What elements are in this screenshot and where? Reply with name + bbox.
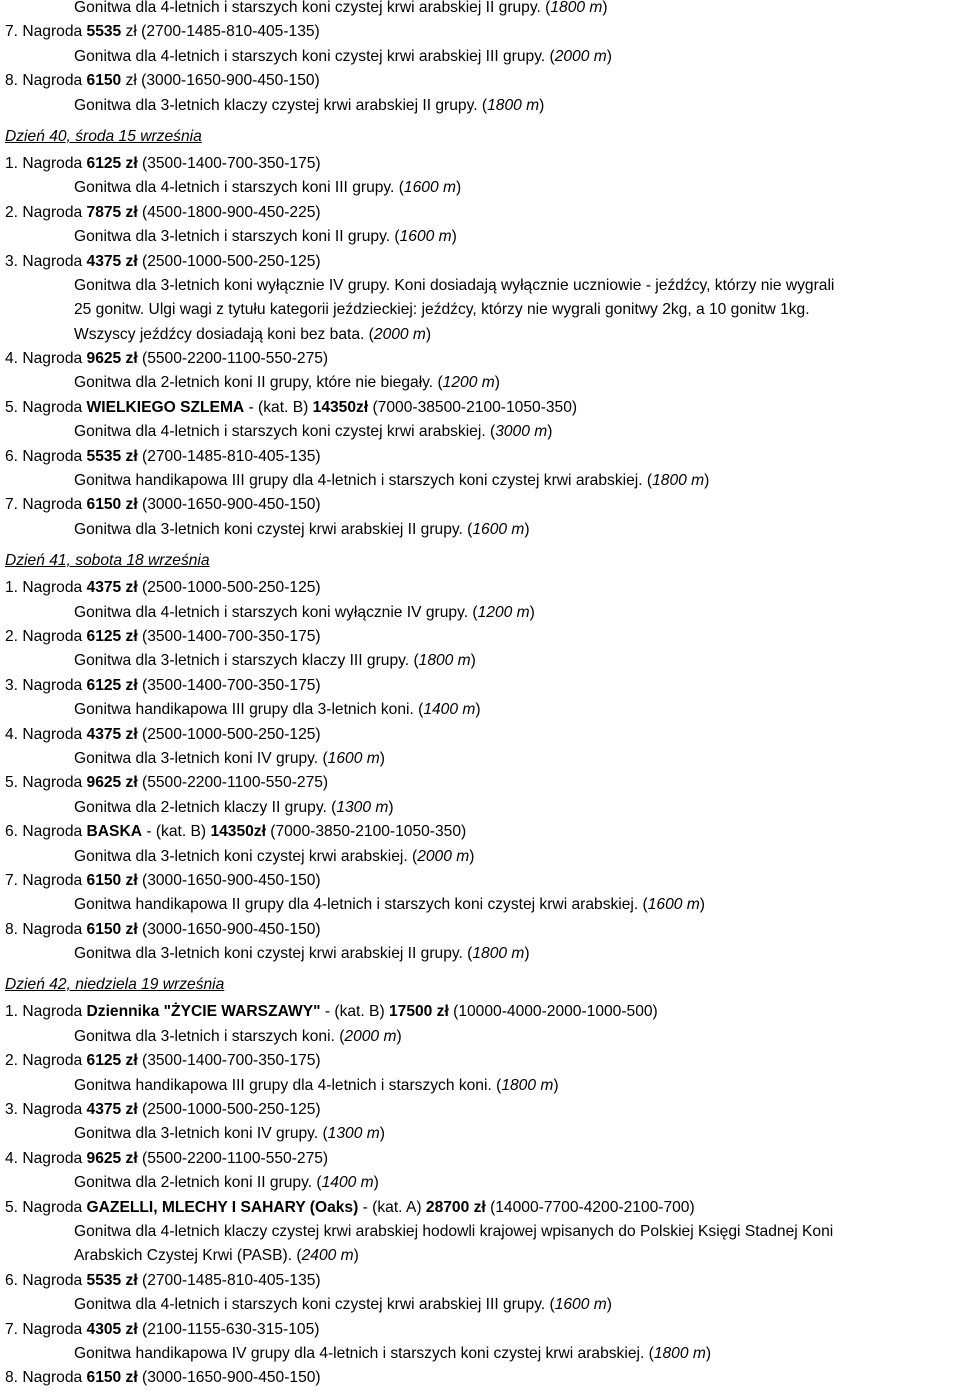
prize-name: 9625 zł [86, 1149, 138, 1167]
description-text [74, 1028, 402, 1045]
description-text [74, 1345, 711, 1362]
prize-breakdown: (3500-1400-700-350-175) [137, 676, 321, 694]
description-row-text: Gonitwa dla 3-letnich i starszych koni II grupy. ( [74, 228, 400, 246]
race-distance: 2000 m [373, 325, 426, 343]
prize-amount: 28700 zł [425, 1198, 486, 1216]
race-distance: 2000 m [417, 847, 470, 865]
prize-name: 6150 zł [86, 496, 138, 514]
prize-suffix: - (kat. B) [320, 1003, 389, 1021]
description-text [74, 423, 552, 440]
race-description [5, 1293, 960, 1317]
race-distance: 1300 m [327, 1125, 380, 1143]
race-prize-line [5, 771, 960, 795]
description-row-text: Arabskich Czystej Krwi (PASB). ( [74, 1247, 302, 1265]
race-number: 2. [5, 627, 19, 645]
prize-amount: 14350zł [312, 398, 369, 416]
race-number: 5. [5, 1198, 19, 1216]
description-row-text: Wszyscy jeźdźcy dosiadają koni bez bata. ( [74, 325, 374, 343]
prize-label: Nagroda [22, 676, 83, 694]
description-row-text: Gonitwa handikapowa II grupy dla 4-letnich i starszych koni czystej krwi arabskiej. ( [74, 896, 648, 914]
race-description [5, 845, 960, 869]
race-description [5, 45, 960, 69]
prize-label: Nagroda [22, 1369, 83, 1387]
race-prize-line [5, 1049, 960, 1073]
prize-label: Nagroda [22, 72, 83, 90]
race-distance: 2000 m [344, 1027, 397, 1045]
race-description [5, 0, 960, 20]
description-text [74, 848, 474, 865]
prize-label: Nagroda [22, 871, 83, 889]
description-text [74, 228, 457, 245]
description-text [74, 323, 960, 347]
closing-paren: ) [606, 1296, 612, 1314]
race-number: 1. [5, 154, 19, 172]
closing-paren: ) [396, 1027, 402, 1045]
prize-breakdown: (7000-38500-2100-1050-350) [368, 398, 578, 416]
prize-name: 4375 zł [86, 725, 138, 743]
prize-name: 4375 zł [86, 579, 138, 597]
closing-paren: ) [606, 47, 612, 65]
closing-paren: ) [455, 179, 462, 197]
closing-paren: ) [388, 798, 394, 816]
race-distance: 1200 m [477, 603, 530, 621]
race-distance: 1800 m [501, 1076, 554, 1094]
prize-label: Nagroda [22, 496, 83, 514]
description-text [74, 521, 530, 538]
race-prize-line [5, 152, 960, 176]
prize-name: GAZELLI, MLECHY I SAHARY (Oaks) [86, 1198, 359, 1216]
prize-name: 4375 zł [86, 1101, 138, 1119]
prize-name: 4375 zł [86, 252, 138, 270]
race-number: 8. [5, 72, 19, 90]
race-distance: 2400 m [301, 1247, 354, 1265]
race-distance: 1800 m [418, 652, 471, 670]
race-number: 4. [5, 725, 19, 743]
prize-name: 5535 zł [86, 447, 138, 465]
description-row-text: Gonitwa dla 3-letnich koni wyłącznie IV grupy. Koni dosiadają wyłącznie uczniowie - jeźdźcy, którzy nie wygrali [74, 276, 835, 294]
race-description [5, 1074, 960, 1098]
description-text [74, 48, 612, 65]
prize-breakdown: (2500-1000-500-250-125) [137, 725, 321, 743]
race-description [5, 649, 960, 673]
description-row-text: Gonitwa dla 2-letnich koni II grupy, które nie biegały. ( [74, 374, 443, 392]
race-description [5, 1122, 960, 1146]
description-row-text: 25 gonitw. Ulgi wagi z tytułu kategorii jeździeckiej: jeźdźcy, którzy nie wygrali gonitwy 2kg, a 10 gonitw 1kg. [74, 301, 810, 319]
prize-name: 5535 [86, 23, 122, 41]
prize-breakdown: (5500-2200-1100-550-275) [137, 1149, 329, 1167]
closing-paren: ) [353, 1247, 359, 1265]
prize-label: Nagroda [22, 447, 83, 465]
prize-name: 5535 zł [86, 1271, 138, 1289]
race-prize-line [5, 674, 960, 698]
prize-name: 6150 zł [86, 1369, 138, 1387]
prize-label: Nagroda [22, 725, 83, 743]
closing-paren: ) [494, 374, 500, 392]
description-text [74, 179, 461, 196]
prize-label: Nagroda [22, 774, 83, 792]
prize-suffix: - (kat. B) [141, 823, 211, 841]
race-description [5, 1220, 960, 1269]
race-number: 7. [5, 496, 19, 514]
description-row-text: Gonitwa handikapowa III grupy dla 4-letnich i starszych koni czystej krwi arabskiej. ( [74, 472, 653, 490]
prize-breakdown: (2700-1485-810-405-135) [137, 1271, 321, 1289]
race-prize-line [5, 493, 960, 517]
race-description [5, 698, 960, 722]
prize-name: 4305 zł [86, 1320, 138, 1338]
prize-breakdown: (2700-1485-810-405-135) [137, 447, 321, 465]
race-prize-line [5, 576, 960, 600]
race-number: 6. [5, 447, 19, 465]
closing-paren: ) [704, 472, 710, 490]
description-text [74, 604, 535, 621]
day-heading: Dzień 41, sobota 18 września [5, 552, 210, 570]
race-description [5, 274, 960, 347]
prize-breakdown: (3000-1650-900-450-150) [136, 72, 320, 90]
race-number: 2. [5, 203, 19, 221]
race-prize-line [5, 820, 960, 844]
race-description [5, 747, 960, 771]
prize-label: Nagroda [22, 1149, 83, 1167]
prize-breakdown: (2700-1485-810-405-135) [136, 23, 320, 41]
description-text [74, 945, 530, 962]
race-distance: 1600 m [399, 228, 452, 246]
race-prize-line [5, 918, 960, 942]
closing-paren: ) [699, 896, 705, 914]
prize-name: WIELKIEGO SZLEMA [86, 398, 245, 416]
race-prize-line [5, 445, 960, 469]
race-prize-line [5, 1000, 960, 1024]
race-distance: 1800 m [472, 945, 525, 963]
prize-name: 6150 zł [86, 871, 138, 889]
closing-paren: ) [539, 96, 545, 114]
description-text [74, 1296, 612, 1313]
prize-name: 6125 zł [86, 154, 138, 172]
description-text [74, 652, 476, 669]
prize-breakdown: (3000-1650-900-450-150) [137, 496, 321, 514]
description-text [74, 1244, 960, 1268]
race-number: 3. [5, 676, 19, 694]
prize-name: 6125 zł [86, 676, 138, 694]
description-row-text: Gonitwa dla 2-letnich koni II grupy. ( [74, 1174, 322, 1192]
race-distance: 1300 m [336, 798, 389, 816]
closing-paren: ) [475, 701, 481, 719]
prize-label: Nagroda [22, 203, 83, 221]
description-text [74, 298, 960, 322]
race-prize-line [5, 20, 960, 44]
race-prize-line [5, 1269, 960, 1293]
prize-label: Nagroda [22, 627, 83, 645]
closing-paren: ) [524, 945, 530, 963]
description-row-text: Gonitwa dla 4-letnich i starszych koni czystej krwi arabskiej III grupy. ( [74, 47, 555, 65]
description-text [74, 0, 608, 16]
prize-name: 7875 zł [86, 203, 138, 221]
race-prize-line [5, 250, 960, 274]
prize-label: Nagroda [22, 398, 83, 416]
prize-label: Nagroda [22, 350, 83, 368]
prize-name: 6150 [86, 72, 122, 90]
prize-breakdown: (3500-1400-700-350-175) [137, 627, 321, 645]
description-row-text: Gonitwa dla 4-letnich i starszych koni III grupy. ( [74, 179, 404, 197]
closing-paren: ) [705, 1344, 712, 1362]
race-prize-line [5, 1098, 960, 1122]
description-text [74, 896, 705, 913]
race-number: 1. [5, 1003, 19, 1021]
race-number: 8. [5, 920, 19, 938]
description-text [74, 97, 544, 114]
race-number: 5. [5, 398, 19, 416]
closing-paren: ) [469, 847, 475, 865]
prize-name: 9625 zł [86, 774, 138, 792]
prize-amount: 14350zł [210, 823, 266, 841]
race-description [5, 176, 960, 200]
closing-paren: ) [451, 228, 457, 246]
description-row-text: Gonitwa dla 2-letnich klaczy II grupy. ( [74, 798, 337, 816]
prize-name: 6150 zł [86, 920, 138, 938]
race-schedule-document [5, 0, 960, 1391]
description-text [74, 750, 385, 767]
race-description [5, 469, 960, 493]
race-distance: 1800 m [550, 0, 603, 16]
description-row-text: Gonitwa dla 4-letnich i starszych koni czystej krwi arabskiej III grupy. ( [74, 1296, 555, 1314]
description-text [74, 701, 481, 718]
prize-label: Nagroda [22, 1198, 83, 1216]
race-number: 1. [5, 579, 19, 597]
race-prize-line [5, 1196, 960, 1220]
race-distance: 1200 m [442, 374, 495, 392]
description-row-text: Gonitwa dla 3-letnich koni czystej krwi arabskiej. ( [74, 847, 418, 865]
prize-breakdown: (4500-1800-900-450-225) [137, 203, 321, 221]
prize-suffix: - (kat. A) [358, 1198, 426, 1216]
prize-label: Nagroda [22, 154, 83, 172]
race-number: 4. [5, 1149, 19, 1167]
closing-paren: ) [553, 1076, 559, 1094]
description-row-text: Gonitwa dla 3-letnich koni czystej krwi arabskiej II grupy. ( [74, 945, 473, 963]
description-row-text: Gonitwa dla 3-letnich koni czystej krwi arabskiej II grupy. ( [74, 520, 473, 538]
race-description [5, 1025, 960, 1049]
prize-suffix: zł [121, 23, 137, 41]
description-row-text: Gonitwa dla 4-letnich klaczy czystej krwi arabskiej hodowli krajowej wpisanych do Polskiej Księgi Stadnej Koni [74, 1222, 834, 1240]
race-description [5, 371, 960, 395]
prize-breakdown: (3000-1650-900-450-150) [137, 871, 321, 889]
race-description [5, 1342, 960, 1366]
prize-amount: 17500 zł [388, 1003, 449, 1021]
prize-label: Nagroda [22, 1003, 83, 1021]
day-heading: Dzień 42, niedziela 19 września [5, 976, 225, 994]
prize-name: Dziennika "ŻYCIE WARSZAWY" [86, 1003, 321, 1021]
race-description [5, 601, 960, 625]
race-number: 7. [5, 23, 19, 41]
race-number: 6. [5, 1271, 19, 1289]
race-distance: 1600 m [403, 179, 456, 197]
race-prize-line [5, 347, 960, 371]
race-number: 5. [5, 774, 19, 792]
closing-paren: ) [547, 423, 553, 441]
description-text [74, 374, 500, 391]
race-number: 7. [5, 1320, 19, 1338]
closing-paren: ) [379, 749, 385, 767]
prize-name: 9625 zł [86, 350, 138, 368]
race-distance: 1600 m [554, 1296, 607, 1314]
description-text [74, 1125, 385, 1142]
closing-paren: ) [470, 652, 476, 670]
race-distance: 3000 m [495, 423, 548, 441]
race-number: 3. [5, 1101, 19, 1119]
race-prize-line [5, 869, 960, 893]
prize-breakdown: (10000-4000-2000-1000-500) [448, 1003, 658, 1021]
race-description [5, 1171, 960, 1195]
prize-label: Nagroda [22, 1101, 83, 1119]
description-row-text: Gonitwa dla 3-letnich i starszych klaczy III grupy. ( [74, 652, 419, 670]
prize-label: Nagroda [22, 920, 83, 938]
closing-paren: ) [373, 1174, 379, 1192]
description-row-text: Gonitwa dla 4-letnich i starszych koni wyłącznie IV grupy. ( [74, 603, 478, 621]
prize-breakdown: (3500-1400-700-350-175) [137, 1052, 321, 1070]
prize-breakdown: (5500-2200-1100-550-275) [137, 774, 329, 792]
prize-label: Nagroda [22, 23, 83, 41]
prize-breakdown: (14000-7700-4200-2100-700) [485, 1198, 695, 1216]
description-text [74, 1174, 379, 1191]
race-distance: 1400 m [423, 701, 476, 719]
description-text [74, 472, 709, 489]
race-description [5, 518, 960, 542]
race-distance: 1600 m [327, 749, 380, 767]
race-number: 3. [5, 252, 19, 270]
closing-paren: ) [425, 325, 432, 343]
description-text [74, 1077, 559, 1094]
description-text [74, 274, 960, 298]
prize-breakdown: (2500-1000-500-250-125) [137, 252, 321, 270]
prize-breakdown: (2500-1000-500-250-125) [137, 579, 321, 597]
race-distance: 1800 m [487, 96, 540, 114]
closing-paren: ) [529, 603, 535, 621]
race-prize-line [5, 69, 960, 93]
description-row-text: Gonitwa dla 3-letnich koni IV grupy. ( [74, 1125, 328, 1143]
closing-paren: ) [524, 520, 530, 538]
prize-label: Nagroda [22, 1052, 83, 1070]
race-distance: 1600 m [647, 896, 700, 914]
description-row-text: Gonitwa dla 3-letnich koni IV grupy. ( [74, 749, 328, 767]
prize-breakdown: (2100-1155-630-315-105) [137, 1320, 320, 1338]
race-description [5, 942, 960, 966]
prize-breakdown: (3000-1650-900-450-150) [137, 1369, 321, 1387]
race-description [5, 893, 960, 917]
description-row-text: Gonitwa handikapowa IV grupy dla 4-letnich i starszych koni czystej krwi arabskiej. ( [74, 1344, 654, 1362]
race-number: 4. [5, 350, 19, 368]
description-row-text: Gonitwa dla 3-letnich klaczy czystej krwi arabskiej II grupy. ( [74, 96, 488, 114]
race-distance: 1800 m [653, 1344, 706, 1362]
race-distance: 1400 m [321, 1174, 374, 1192]
race-prize-line [5, 396, 960, 420]
race-distance: 1800 m [652, 472, 705, 490]
race-number: 7. [5, 871, 19, 889]
description-row-text: Gonitwa dla 4-letnich i starszych koni czystej krwi arabskiej. ( [74, 423, 496, 441]
prize-label: Nagroda [22, 579, 83, 597]
prize-name: 6125 zł [86, 627, 138, 645]
prize-breakdown: (5500-2200-1100-550-275) [137, 350, 329, 368]
race-number: 8. [5, 1369, 19, 1387]
prize-label: Nagroda [22, 1271, 83, 1289]
prize-breakdown: (7000-3850-2100-1050-350) [265, 823, 467, 841]
description-row-text: Gonitwa handikapowa III grupy dla 4-letnich i starszych koni. ( [74, 1076, 502, 1094]
race-description [5, 225, 960, 249]
prize-label: Nagroda [22, 252, 83, 270]
prize-breakdown: (3000-1650-900-450-150) [137, 920, 321, 938]
race-prize-line [5, 1147, 960, 1171]
race-prize-line [5, 625, 960, 649]
race-description [5, 94, 960, 118]
race-distance: 2000 m [554, 47, 607, 65]
race-number: 6. [5, 823, 19, 841]
race-prize-line [5, 723, 960, 747]
prize-breakdown: (3500-1400-700-350-175) [137, 154, 321, 172]
description-row-text: Gonitwa handikapowa III grupy dla 3-letnich koni. ( [74, 701, 424, 719]
prize-breakdown: (2500-1000-500-250-125) [137, 1101, 321, 1119]
day-heading: Dzień 40, środa 15 września [5, 127, 202, 145]
race-prize-line [5, 1318, 960, 1342]
prize-label: Nagroda [22, 1320, 83, 1338]
race-distance: 1600 m [472, 520, 525, 538]
description-text [74, 799, 394, 816]
race-prize-line [5, 201, 960, 225]
closing-paren: ) [602, 0, 608, 16]
race-description [5, 796, 960, 820]
race-prize-line [5, 1366, 960, 1390]
race-number: 2. [5, 1052, 19, 1070]
prize-name: 6125 zł [86, 1052, 138, 1070]
prize-name: BASKA [86, 823, 142, 841]
prize-suffix: - (kat. B) [244, 398, 313, 416]
race-description [5, 420, 960, 444]
prize-suffix: zł [121, 72, 137, 90]
description-text [74, 1220, 960, 1244]
closing-paren: ) [379, 1125, 385, 1143]
description-row-text: Gonitwa dla 4-letnich i starszych koni czystej krwi arabskiej II grupy. ( [74, 0, 551, 16]
prize-label: Nagroda [22, 823, 83, 841]
description-row-text: Gonitwa dla 3-letnich i starszych koni. ( [74, 1027, 345, 1045]
